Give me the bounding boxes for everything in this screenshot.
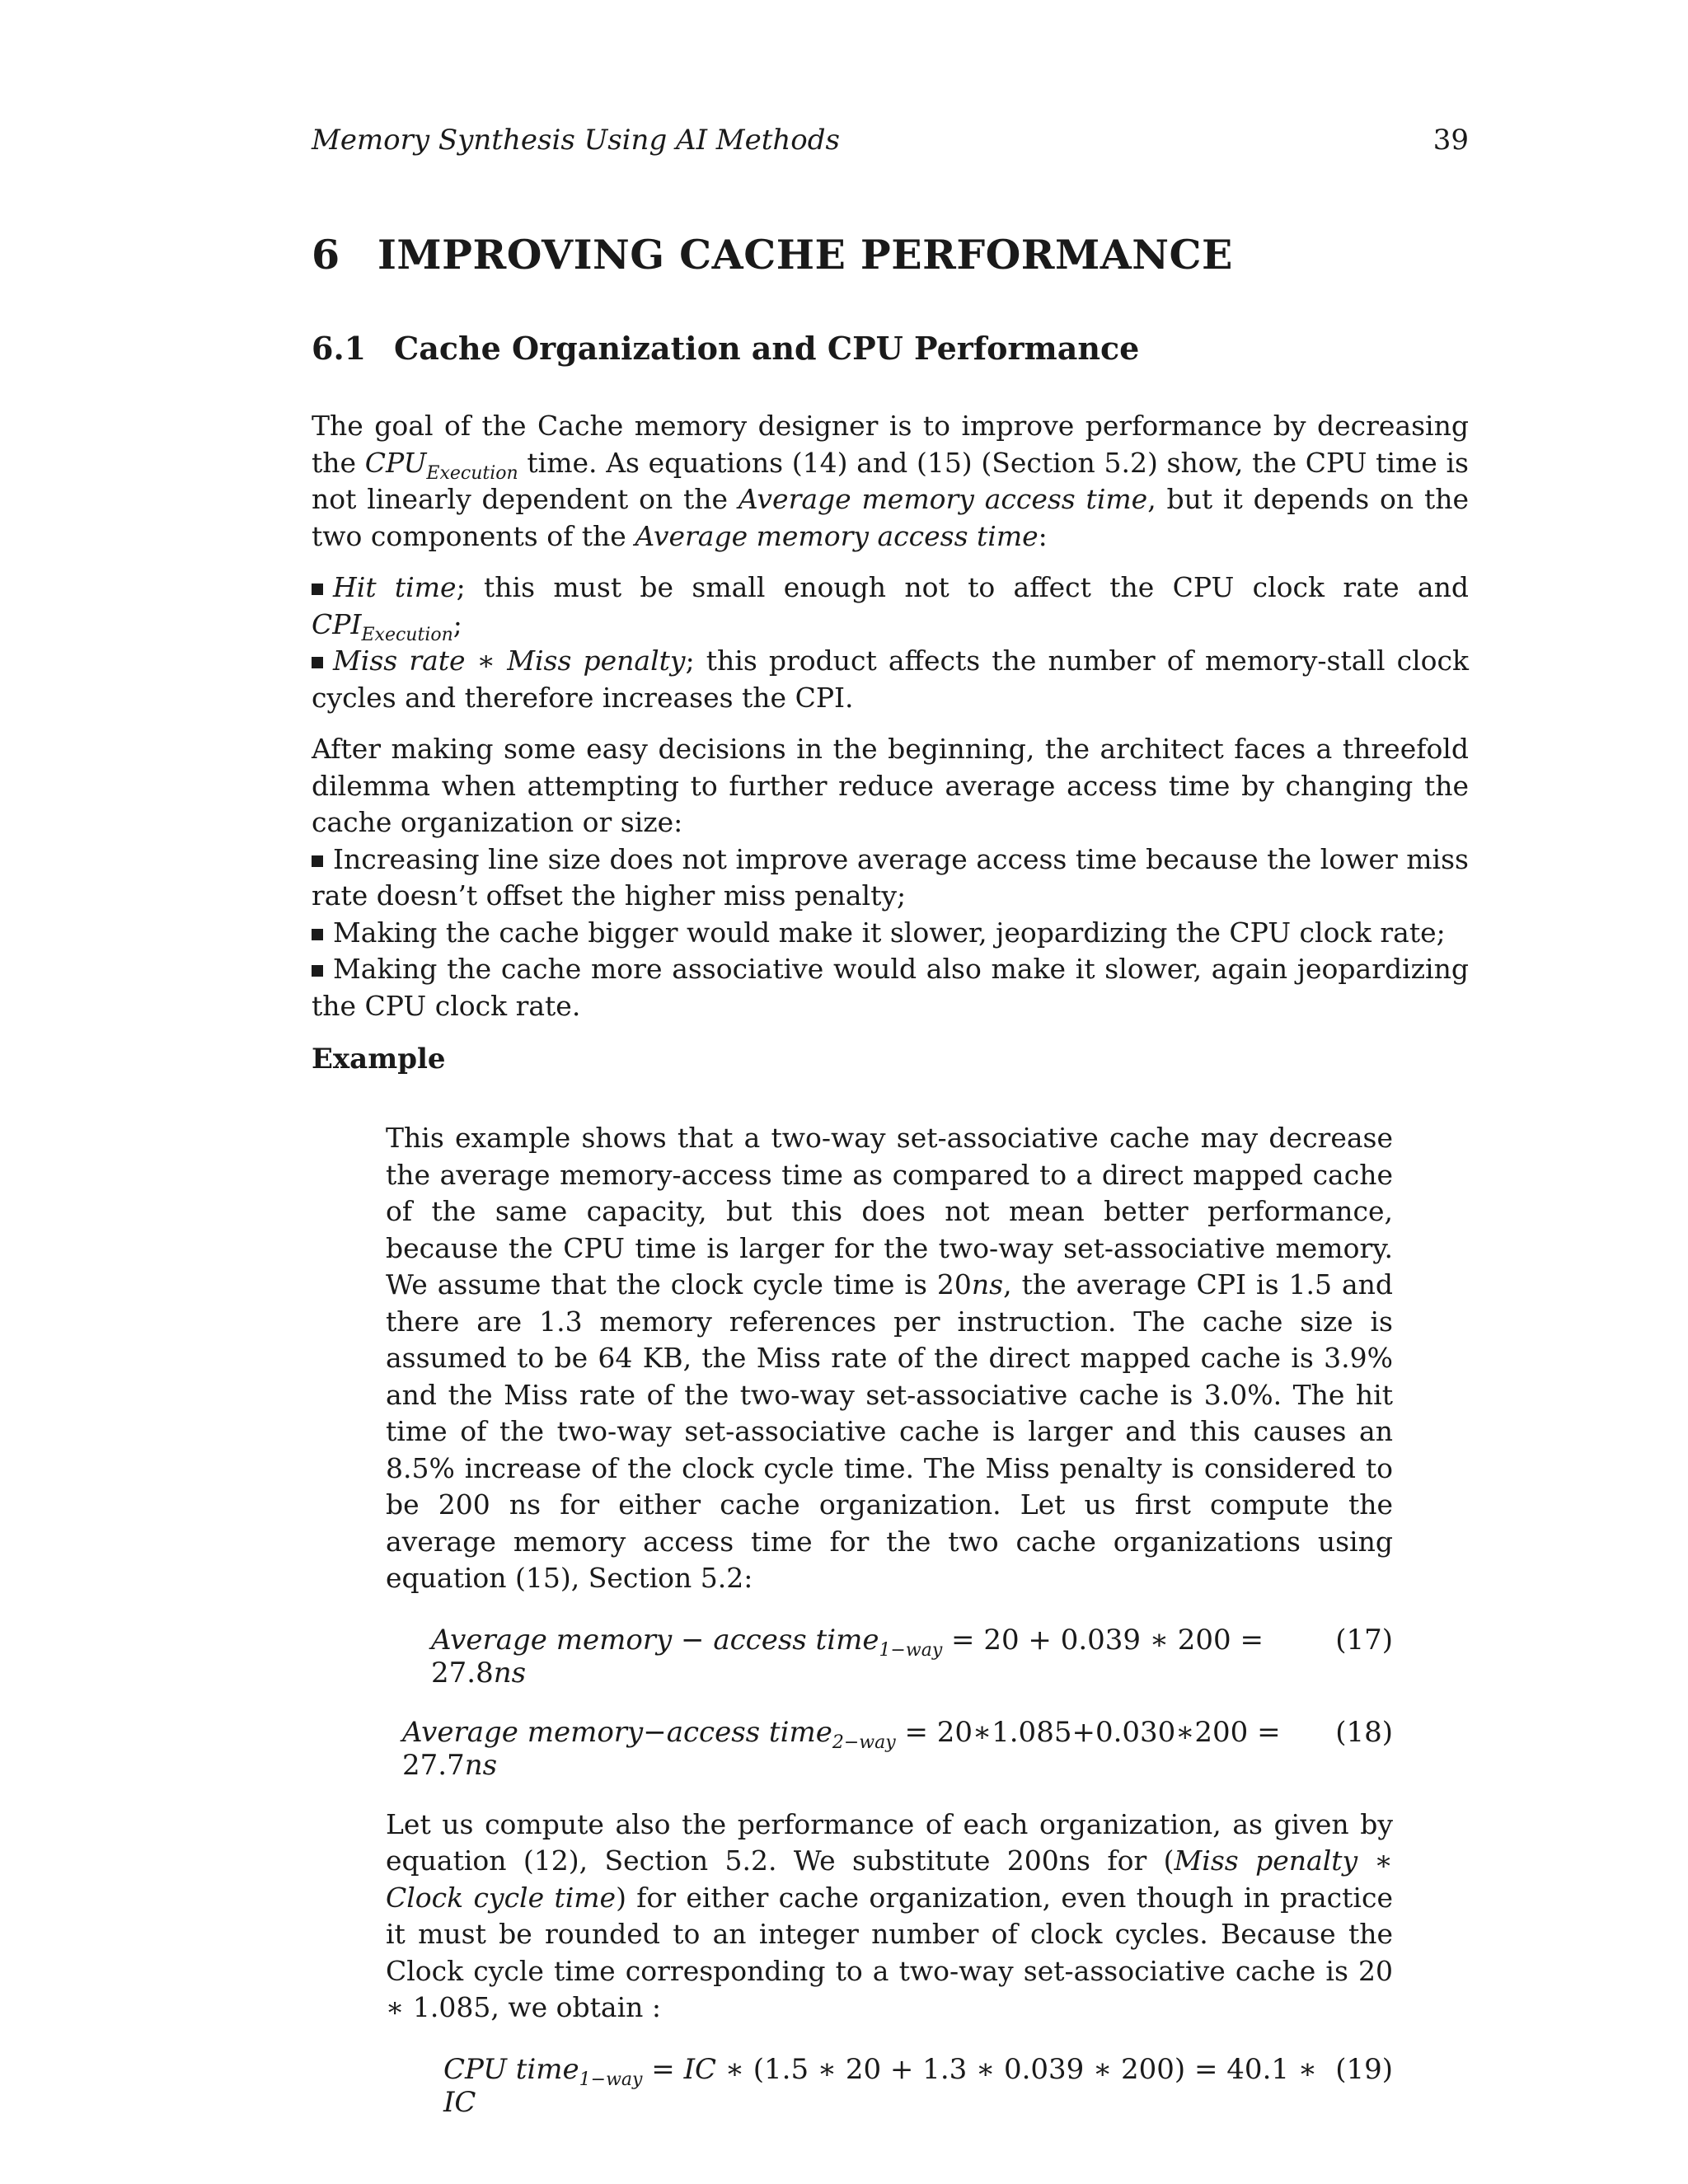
text-run: Let us compute also the performance of each organization, as given by equation (12), Section 5.2. We substitute 200ns for ( [386,1807,1393,1877]
bullet-square-icon [312,929,323,940]
running-title: Memory Synthesis Using AI Methods [312,124,840,157]
equation-expression [431,1624,1335,1690]
math-subscript: 1−way [879,1639,943,1661]
dilemma-block [312,731,1469,1024]
list-item [312,643,1469,716]
subsection-heading [312,330,1469,367]
bullet-square-icon [312,583,323,595]
paper-page [312,124,1469,2119]
equation-17 [386,1624,1393,1690]
math-subscript: 2−way [832,1732,896,1753]
bullet-square-icon [312,657,323,668]
math-lhs: CPU time [443,2052,579,2086]
section-heading [312,231,1469,279]
math-rhs: ∗ (1.5 ∗ 20 + 1.3 ∗ 0.039 ∗ 200) = 40.1 ∗ [716,2052,1317,2086]
math-rhs: = 20 + 0.039 ∗ 200 = 27.8 [431,1623,1264,1690]
components-list [312,569,1469,716]
math-equals: = [642,2052,684,2086]
list-item [312,841,1469,915]
math-unit: ns [464,1748,498,1782]
running-header [312,124,1469,173]
equation-19 [386,2053,1393,2119]
math-lhs: Average memory−access time [402,1715,832,1749]
list-item [312,951,1469,1024]
equation-expression [402,1716,1335,1782]
text-run: , the average CPI is 1.5 and there are 1.3 memory references per instruction. The cache size is assumed to be 64 KB, the Miss rate of the direct mapped cache is 3.9% and the Miss rate of the two-way set-associative cache is 3.0%. The hit time of the two-way set-associative cache is larger and this causes an 8.5% increase of the clock cycle time. The Miss penalty is considered to be 200 ns for either cache organization. Let us first compute the average memory access time for the two cache organizations using equation (15), Section 5.2: [386,1268,1394,1594]
equation-label: (18) [1335,1715,1393,1749]
bullet-square-icon [312,855,323,867]
equation-label: (19) [1335,2052,1393,2086]
math-subscript: Execution [361,624,453,645]
list-item-text: Making the cache bigger would make it slower, jeopardizing the CPU clock rate; [333,916,1446,949]
list-item [312,915,1469,952]
term-miss-rate-penalty: Miss rate ∗ Miss penalty [333,644,686,677]
term-miss-penalty-clock: Miss penalty ∗ Clock cycle time [386,1844,1393,1914]
equation-18 [386,1716,1393,1782]
term-hit-time: Hit time [333,571,457,603]
text-run: ; this must be small enough not to affect the CPU clock rate and [456,571,1469,603]
term-average-memory-access-time: Average memory access time [738,483,1148,515]
term-average-memory-access-time: Average memory access time [635,519,1039,552]
intro-paragraph [312,408,1469,555]
performance-paragraph [386,1807,1393,2027]
section-number: 6 [312,231,340,279]
math-ic: IC [443,2085,476,2119]
text-run: , but it depends on the two components of the [312,483,1470,552]
list-item [312,569,1469,643]
math-subscript: 1−way [579,2069,643,2090]
text-run: time. As equations (14) and (15) (Section 5.2) show, the CPU time is not linearly dependent on the [312,446,1469,515]
example-paragraph [386,1120,1393,1597]
math-lhs: Average memory − access time [431,1623,879,1657]
text-run: ; [452,607,462,640]
text-run: This example shows that a two-way set-associative cache may decrease the average memory-access time as compared to a direct mapped cache of the same capacity, but this does not mean better performance, because the CPU time is larger for the two-way set-associative memory. We assume that the clock cycle time is 20 [386,1122,1393,1301]
bullet-square-icon [312,965,323,977]
page-number: 39 [1432,124,1469,157]
math-cpu: CPU [364,446,427,479]
equation-label: (17) [1335,1623,1393,1657]
section-title: IMPROVING CACHE PERFORMANCE [377,231,1233,279]
math-ic: IC [683,2052,717,2086]
text-run: : [1038,519,1048,552]
equation-expression [443,2053,1335,2119]
subsection-number: 6.1 [312,330,367,367]
math-subscript: Execution [426,462,518,484]
math-rhs: = 20∗1.085+0.030∗200 = 27.7 [402,1715,1281,1782]
dilemma-paragraph: After making some easy decisions in the beginning, the architect faces a threefold dilemma when attempting to further reduce average access time by changing the cache organization or size: [312,733,1469,838]
list-item-text: Increasing line size does not improve average access time because the lower miss rate doesn’t offset the higher miss penalty; [312,842,1469,912]
math-unit: ns [971,1268,1004,1301]
example-heading: Example [312,1043,446,1076]
subsection-title: Cache Organization and CPU Performance [394,330,1140,367]
text-run: ; this product affects the number of memory-stall clock cycles and therefore increases the CPI. [312,644,1469,714]
text-run: ) for either cache organization, even though in practice it must be rounded to an integer number of clock cycles. Because the Clock cycle time corresponding to a two-way set-associative cache is 20 ∗ 1.085, we obtain : [386,1881,1393,2023]
math-unit: ns [493,1656,527,1690]
math-cpi: CPI [312,607,362,640]
example-body [386,1120,1393,2119]
list-item-text: Making the cache more associative would also make it slower, again jeopardizing the CPU clock rate. [312,953,1469,1022]
text-run: The goal of the Cache memory designer is to improve performance by decreasing the [312,410,1469,479]
